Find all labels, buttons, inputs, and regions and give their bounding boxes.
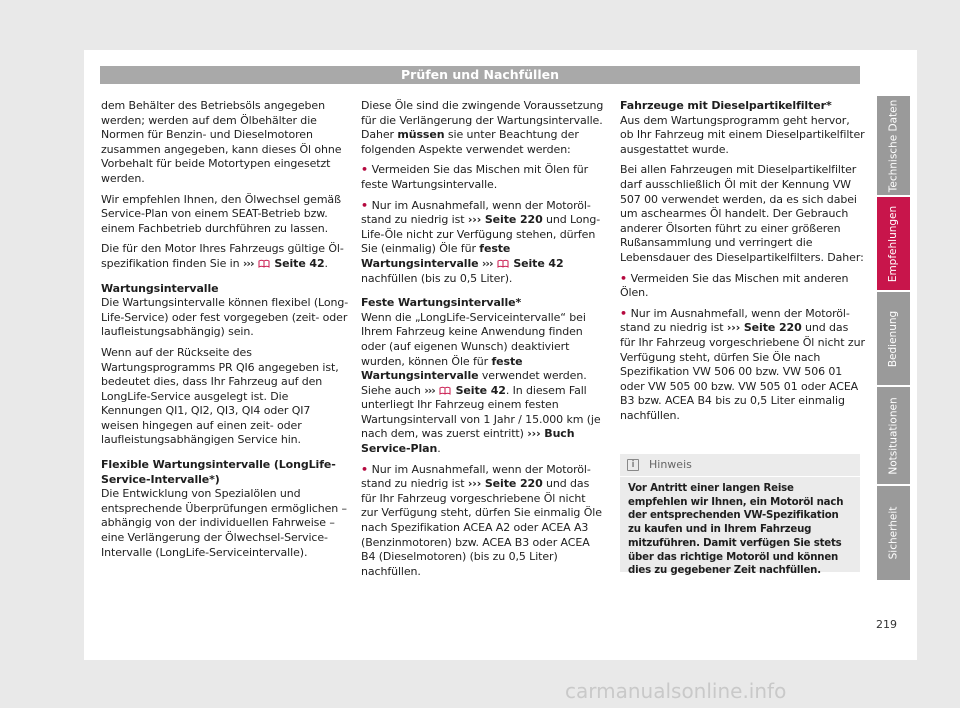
text: Die für den Motor Ihres Fahrzeugs gültige Öl-spezifikation finden Sie in (101, 242, 344, 270)
column-right (620, 99, 865, 429)
book-reference-icon (439, 386, 451, 395)
text: Diese Öle sind die zwingende Voraussetzung für die Verlängerung der Wartungsintervalle. Daher (361, 99, 604, 142)
note-title: Hinweis (649, 458, 692, 471)
emphasis: feste Wartungsintervalle (361, 242, 511, 270)
text: Nur im Ausnahmefall, wenn der Motoröl-stand zu niedrig ist (361, 462, 591, 491)
text: verwendet werden. Siehe auch (361, 369, 587, 397)
text: nachfüllen (bis zu 0,5 Liter). (361, 271, 513, 285)
text: . (324, 256, 328, 270)
tab-label: Bedienung (887, 310, 900, 367)
tab-empfehlungen[interactable] (877, 197, 910, 290)
book-reference-icon (497, 259, 509, 268)
reference-arrow: ››› (481, 256, 493, 270)
text: Nur im Ausnahmefall, wenn der Motoröl-stand zu niedrig ist (620, 306, 850, 335)
text: . In diesem Fall unterliegt Ihr Fahrzeug einem festen Wartungsintervall von 1 Jahr / 15.000 km (je nach dem, was zuerst eintritt) (361, 383, 601, 441)
page-number: 219 (876, 618, 897, 631)
section-heading: Feste Wartungsintervalle* (361, 296, 522, 310)
paragraph: Die Wartungsintervalle können flexibel (Long-Life-Service) oder fest vorgegeben (zeit- oder laufleistungsabhängig) sein. (101, 296, 349, 339)
section-heading: Flexible Wartungsintervalle (LongLife-Service-Intervalle*) (101, 458, 336, 486)
paragraph: Wir empfehlen Ihnen, den Ölwechsel gemäß Service-Plan von einem SEAT-Betrieb bzw. einem Fachbetrieb durchführen zu lassen. (101, 192, 341, 235)
tab-bedienung[interactable] (877, 292, 910, 385)
text: Wenn die „LongLife-Serviceintervalle“ bei Ihrem Fahrzeug keine Anwendung finden oder (auf eigenen Wunsch) deaktiviert wurden, können Öle für (361, 310, 586, 368)
text: Nur im Ausnahmefall, wenn der Motoröl-stand zu niedrig ist (361, 198, 591, 227)
text: und das für Ihr Fahrzeug vorgeschriebene Öl nicht zur Verfügung steht, dürfen Sie einmalig Öle nach Spezifikation ACEA A2 oder ACEA A3 (Benzinmotoren) bzw. ACEA B3 oder ACEA B4 (Dieselmotoren) (bis zu 0,5 Liter) nachfüllen. (361, 477, 602, 578)
bullet-item (620, 307, 865, 424)
paragraph: Bei allen Fahrzeugen mit Dieselpartikelfilter darf ausschließlich Öl mit der Kennung VW 507 00 verwendet werden, da es sich dabei um aschearmes Öl handelt. Der Gebrauch anderer Ölsorten führt zu einer größeren Rußansammlung und verringert die Lebensdauer des Dieselpartikelfilters. Daher: (620, 163, 864, 264)
watermark: carmanualsonline.info (565, 679, 787, 703)
column-middle (361, 99, 605, 585)
book-link[interactable]: ››› Buch Service-Plan (361, 427, 575, 456)
bullet-item (361, 199, 605, 287)
tab-sicherheit[interactable] (877, 486, 910, 580)
column-left (101, 99, 351, 566)
paragraph: Aus dem Wartungsprogramm geht hervor, ob Ihr Fahrzeug mit einem Dieselpartikelfilter ausgestattet wurde. (620, 113, 865, 156)
tab-label: Empfehlungen (887, 205, 900, 282)
paragraph: Die Entwicklung von Spezialölen und entsprechende Überprüfungen ermöglichen – abhängig von der individuellen Fahrweise – eine Verlängerung der Ölwechsel-Service-Intervalle (LongLife-Serviceintervalle). (101, 487, 347, 559)
reference-arrow: ››› (242, 256, 254, 270)
note-box (620, 454, 860, 577)
paragraph (101, 242, 351, 271)
bullet-item: • Vermeiden Sie das Mischen mit anderen Ölen. (620, 272, 865, 301)
page-link[interactable]: ››› Seite 220 (467, 477, 543, 491)
page-link[interactable]: ››› Seite 220 (467, 213, 543, 227)
page-link[interactable]: Seite 42 (274, 256, 325, 270)
tab-technische-daten[interactable] (877, 96, 910, 195)
section-heading: Wartungsintervalle (101, 281, 219, 295)
text: und das für Ihr Fahrzeug vorgeschriebene Öl nicht zur Verfügung steht, dürfen Sie Öle nach Spezifikation VW 506 00 bzw. VW 506 01 oder VW 505 00 bzw. VW 505 01 oder ACEA B3 bzw. ACEA B4 bis zu 0,5 Liter einmalig nachfüllen. (620, 321, 865, 422)
note-header (620, 454, 860, 477)
tab-notsituationen[interactable] (877, 387, 910, 484)
page-link[interactable]: Seite 42 (513, 256, 564, 270)
text: . (437, 442, 441, 456)
emphasis: müssen (397, 128, 445, 142)
section-heading: Fahrzeuge mit Dieselpartikelfilter* (620, 99, 832, 112)
tab-label: Sicherheit (887, 506, 900, 560)
tab-label: Technische Daten (887, 99, 900, 192)
reference-arrow: ››› (424, 383, 435, 397)
tab-label: Notsituationen (887, 396, 900, 475)
page-link[interactable]: Seite 42 (455, 383, 506, 397)
book-reference-icon (258, 259, 270, 268)
page-header: Prüfen und Nachfüllen (100, 66, 860, 84)
text: sie unter Beachtung der folgenden Aspekte verwendet werden: (361, 128, 579, 156)
paragraph (361, 99, 605, 157)
page-link[interactable]: ››› Seite 220 (726, 321, 802, 335)
info-icon: i (627, 459, 639, 471)
bullet-item (361, 463, 605, 580)
bullet-item: • Vermeiden Sie das Mischen mit Ölen für feste Wartungsintervalle. (361, 163, 605, 192)
paragraph: dem Behälter des Betriebsöls angegeben werden; werden auf dem Ölbehälter die Normen für Benzin- und Dieselmotoren zusammen angegeben, kann dieses Öl ohne Vorbehalt für beide Motortypen eingesetzt werden. (101, 99, 342, 185)
text: und Long-Life-Öle nicht zur Verfügung stehen, dürfen Sie (einmalig) Öle für (361, 213, 601, 256)
paragraph (361, 311, 605, 457)
paragraph: Wenn auf der Rückseite des Wartungsprogramms PR QI6 angegeben ist, bedeutet dies, dass Ihr Fahrzeug auf den LongLife-Service ausgelegt ist. Die Kennungen QI1, QI2, QI3, QI4 oder QI7 weisen hingegen auf einen zeit- oder laufleistungsabhängigen Service hin. (101, 345, 339, 447)
note-text: Vor Antritt einer langen Reise empfehlen wir Ihnen, ein Motoröl nach der entsprechenden VW-Spezifikation zu kaufen und in Ihrem Fahrzeug mitzuführen. Damit verfügen Sie stets über das richtige Motoröl und können dies zu gegebener Zeit nachfüllen. (628, 483, 844, 577)
emphasis: feste Wartungsintervalle (361, 354, 523, 383)
